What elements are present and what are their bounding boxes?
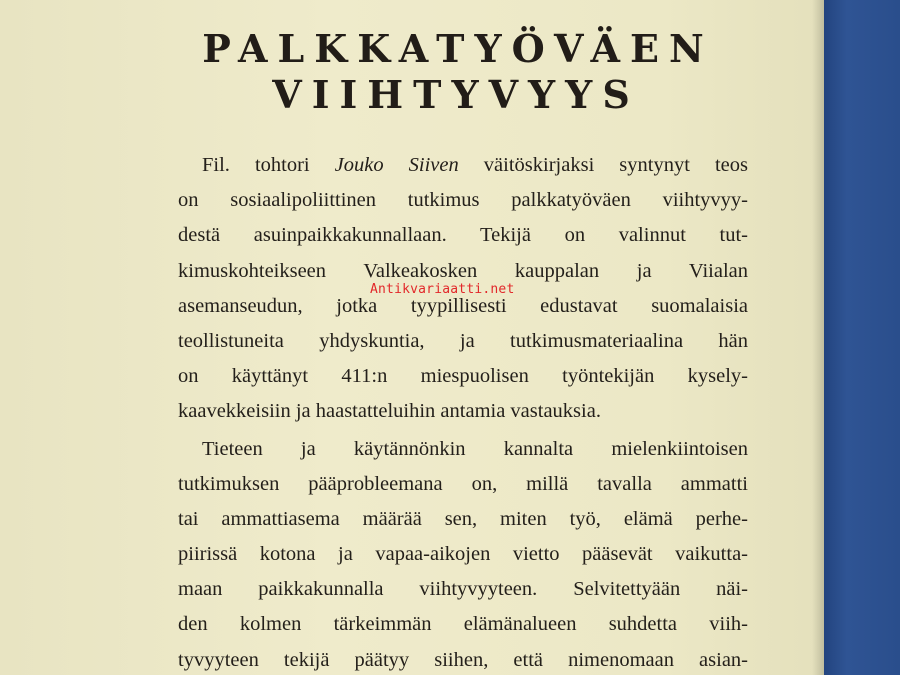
paragraph-1-line: kimuskohteikseen Valkeakosken kauppalan ja Viialan bbox=[178, 259, 748, 282]
paragraph-1-line: on käyttänyt 411:n miespuolisen työntekijän kysely- bbox=[178, 365, 748, 388]
paragraph-2-line: piirissä kotona ja vapaa-aikojen vietto pääsevät vaikutta- bbox=[178, 543, 748, 566]
author-name: Jouko Siiven bbox=[334, 154, 459, 176]
line-1-suffix: väitöskirjaksi syntynyt teos bbox=[458, 154, 748, 176]
book-title-line-2: VIIHTYVYYS bbox=[272, 72, 640, 117]
paragraph-2-line: tai ammattiasema määrää sen, miten työ, elämä perhe- bbox=[178, 507, 748, 530]
line-1-prefix: Fil. tohtori bbox=[202, 154, 335, 176]
book-title-line-1: PALKKATYÖVÄEN bbox=[202, 26, 714, 71]
paragraph-1-line: destä asuinpaikkakunnallaan. Tekijä on valinnut tut- bbox=[178, 224, 748, 247]
paragraph-1-line: teollistuneita yhdyskuntia, ja tutkimusmateriaalina hän bbox=[178, 329, 748, 352]
paragraph-2-line: maan paikkakunnalla viihtyvyyteen. Selvitettyään näi- bbox=[178, 578, 748, 601]
book-cover-edge bbox=[824, 0, 900, 675]
paragraph-1-line-1 bbox=[178, 148, 748, 183]
paragraph-1-line: kaavekkeisiin ja haastatteluihin antamia vastauksia. bbox=[178, 400, 601, 423]
paragraph-2-line: tyvyyteen tekijä päätyy siihen, että nimenomaan asian- bbox=[178, 648, 748, 671]
body-text bbox=[178, 148, 748, 675]
paragraph-2-line: den kolmen tärkeimmän elämänalueen suhdetta viih- bbox=[178, 613, 748, 636]
paragraph-2-line: Tieteen ja käytännönkin kannalta mielenkiintoisen bbox=[202, 437, 748, 460]
watermark-text: Antikvariaatti.net bbox=[370, 282, 515, 297]
paragraph-2-line: tutkimuksen pääprobleemana on, millä tavalla ammatti bbox=[178, 472, 748, 495]
paragraph-1-line: on sosiaalipoliittinen tutkimus palkkatyöväen viihtyvyy- bbox=[178, 189, 748, 212]
paragraph-1-line: asemanseudun, jotka tyypillisesti edustavat suomalaisia bbox=[178, 294, 748, 317]
page-edge-shadow bbox=[812, 0, 824, 675]
